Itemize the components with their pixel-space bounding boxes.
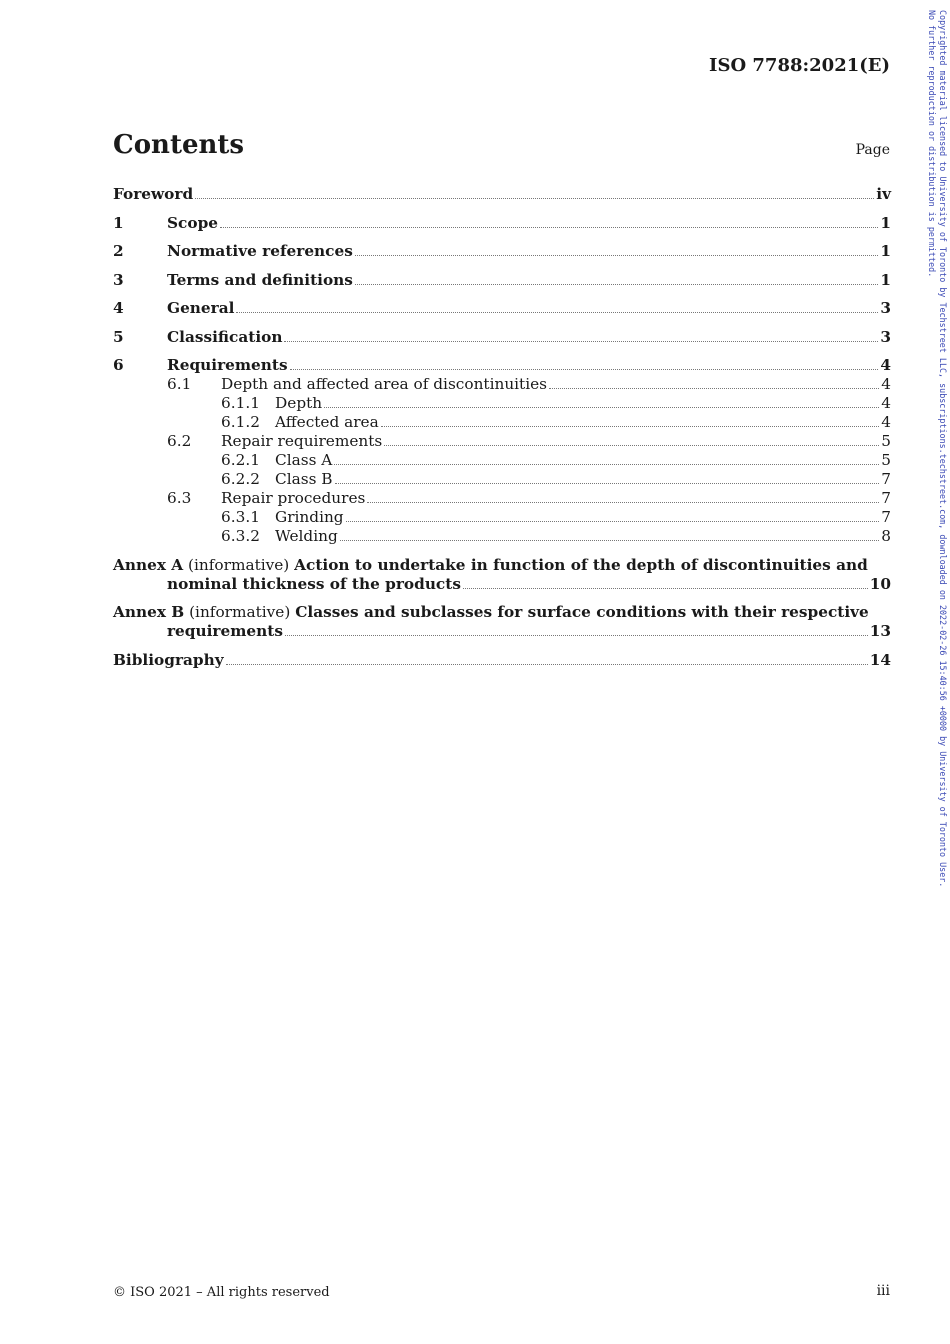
toc-page: 4 (881, 413, 891, 431)
toc-entry-annex-b[interactable] (113, 603, 891, 641)
toc-number: 6.1.2 (221, 413, 260, 431)
leader-dots (463, 588, 868, 589)
toc-title: Requirements (167, 356, 288, 374)
toc-page: 4 (880, 356, 891, 374)
toc-entry-terms-and-definitions[interactable] (113, 271, 891, 290)
toc-entry-6-3[interactable] (113, 489, 891, 508)
toc-page: 7 (881, 508, 891, 526)
toc-number: 6.2.1 (221, 451, 260, 469)
toc-number: 6.2 (167, 432, 192, 450)
leader-dots (220, 227, 878, 228)
toc-entry-6-1[interactable] (113, 375, 891, 394)
toc-entry-normative-references[interactable] (113, 242, 891, 261)
document-id: ISO 7788:2021(E) (709, 55, 890, 76)
toc-number: 3 (113, 270, 124, 289)
toc-title: Foreword (113, 185, 194, 203)
toc-entry-6-3-2[interactable] (113, 527, 891, 546)
toc-title: Repair procedures (221, 489, 366, 507)
footer-page-number: iii (876, 1283, 890, 1299)
toc-entry-6-2[interactable] (113, 432, 891, 451)
toc-page: 8 (881, 527, 891, 545)
table-of-contents (113, 185, 891, 670)
leader-dots (346, 521, 880, 522)
leader-dots (381, 426, 880, 427)
toc-page: iv (876, 185, 891, 203)
toc-title: Classification (167, 327, 283, 346)
leader-dots (334, 464, 879, 465)
toc-title: Grinding (275, 508, 344, 526)
toc-number: 6.3.1 (221, 508, 260, 526)
toc-entry-bibliography[interactable] (113, 651, 891, 670)
toc-title: Depth (275, 394, 323, 412)
toc-entry-6-1-1[interactable] (113, 394, 891, 413)
toc-number: 6.3 (167, 489, 192, 507)
toc-page: 3 (880, 299, 891, 317)
toc-title: Class A (275, 451, 333, 469)
toc-entry-6-1-2[interactable] (113, 413, 891, 432)
toc-title: Bibliography (113, 650, 224, 669)
annex-title-line-2: nominal thickness of the products (167, 574, 461, 593)
toc-page: 1 (880, 213, 891, 232)
leader-dots (226, 664, 868, 665)
toc-title: General (167, 299, 235, 317)
watermark-line-1: Copyrighted material licensed to University of Toronto by Techstreet LLC, subscriptions.techstreet.com, downloaded on 2022-02-26 15:40:56 +0000 by University of Toronto User. (938, 10, 948, 888)
copyright-watermark (926, 10, 948, 888)
annex-label: Annex A (113, 555, 184, 574)
annex-title-line-1: Action to undertake in function of the depth of discontinuities and (294, 555, 868, 574)
watermark-line-2: No further reproduction or distribution is permitted. (927, 10, 937, 278)
leader-dots (355, 284, 878, 285)
leader-dots (384, 445, 879, 446)
toc-title: Affected area (275, 413, 379, 431)
contents-title: Contents (113, 130, 245, 160)
toc-number: 6 (113, 356, 124, 374)
footer-copyright: © ISO 2021 – All rights reserved (113, 1285, 330, 1300)
toc-entry-classification[interactable] (113, 328, 891, 347)
leader-dots (335, 483, 880, 484)
toc-entry-requirements[interactable] (113, 356, 891, 375)
toc-title: Welding (275, 527, 338, 545)
toc-entry-scope[interactable] (113, 214, 891, 233)
toc-title: Scope (167, 213, 218, 232)
toc-number: 6.2.2 (221, 470, 260, 488)
toc-entry-foreword[interactable] (113, 185, 891, 204)
toc-entry-annex-a[interactable] (113, 556, 891, 594)
leader-dots (367, 502, 879, 503)
toc-page: 5 (881, 432, 891, 450)
toc-page: 1 (880, 242, 891, 260)
toc-page: 4 (881, 394, 891, 412)
toc-title: Class B (275, 470, 333, 488)
toc-number: 6.3.2 (221, 527, 260, 545)
toc-number: 4 (113, 299, 124, 317)
toc-page: 7 (881, 470, 891, 488)
toc-title: Terms and definitions (167, 270, 353, 289)
page-column-label: Page (855, 142, 890, 158)
leader-dots (324, 407, 879, 408)
annex-type: (informative) (188, 555, 290, 574)
toc-page: 3 (880, 327, 891, 346)
toc-title: Depth and affected area of discontinuities (221, 375, 547, 393)
toc-title: Normative references (167, 242, 353, 260)
leader-dots (290, 369, 879, 370)
toc-page: 14 (869, 650, 891, 669)
toc-entry-6-2-2[interactable] (113, 470, 891, 489)
toc-page: 10 (869, 574, 891, 593)
toc-page: 1 (880, 270, 891, 289)
leader-dots (340, 540, 880, 541)
annex-label: Annex B (113, 603, 185, 621)
toc-number: 6.1 (167, 375, 192, 393)
leader-dots (195, 198, 874, 199)
leader-dots (549, 388, 879, 389)
toc-title: Repair requirements (221, 432, 383, 450)
toc-page: 13 (869, 622, 891, 640)
annex-title-line-1: Classes and subclasses for surface conditions with their respective (295, 603, 869, 621)
leader-dots (285, 635, 868, 636)
leader-dots (236, 312, 878, 313)
toc-page: 7 (881, 489, 891, 507)
annex-type: (informative) (189, 603, 291, 621)
leader-dots (284, 341, 878, 342)
annex-title-line-2: requirements (167, 622, 283, 640)
toc-number: 5 (113, 327, 124, 346)
toc-number: 1 (113, 213, 124, 232)
leader-dots (355, 255, 879, 256)
toc-entry-general[interactable] (113, 299, 891, 318)
toc-page: 5 (881, 451, 891, 469)
toc-number: 6.1.1 (221, 394, 260, 412)
toc-number: 2 (113, 242, 124, 260)
toc-entry-6-2-1[interactable] (113, 451, 891, 470)
toc-page: 4 (881, 375, 891, 393)
toc-entry-6-3-1[interactable] (113, 508, 891, 527)
